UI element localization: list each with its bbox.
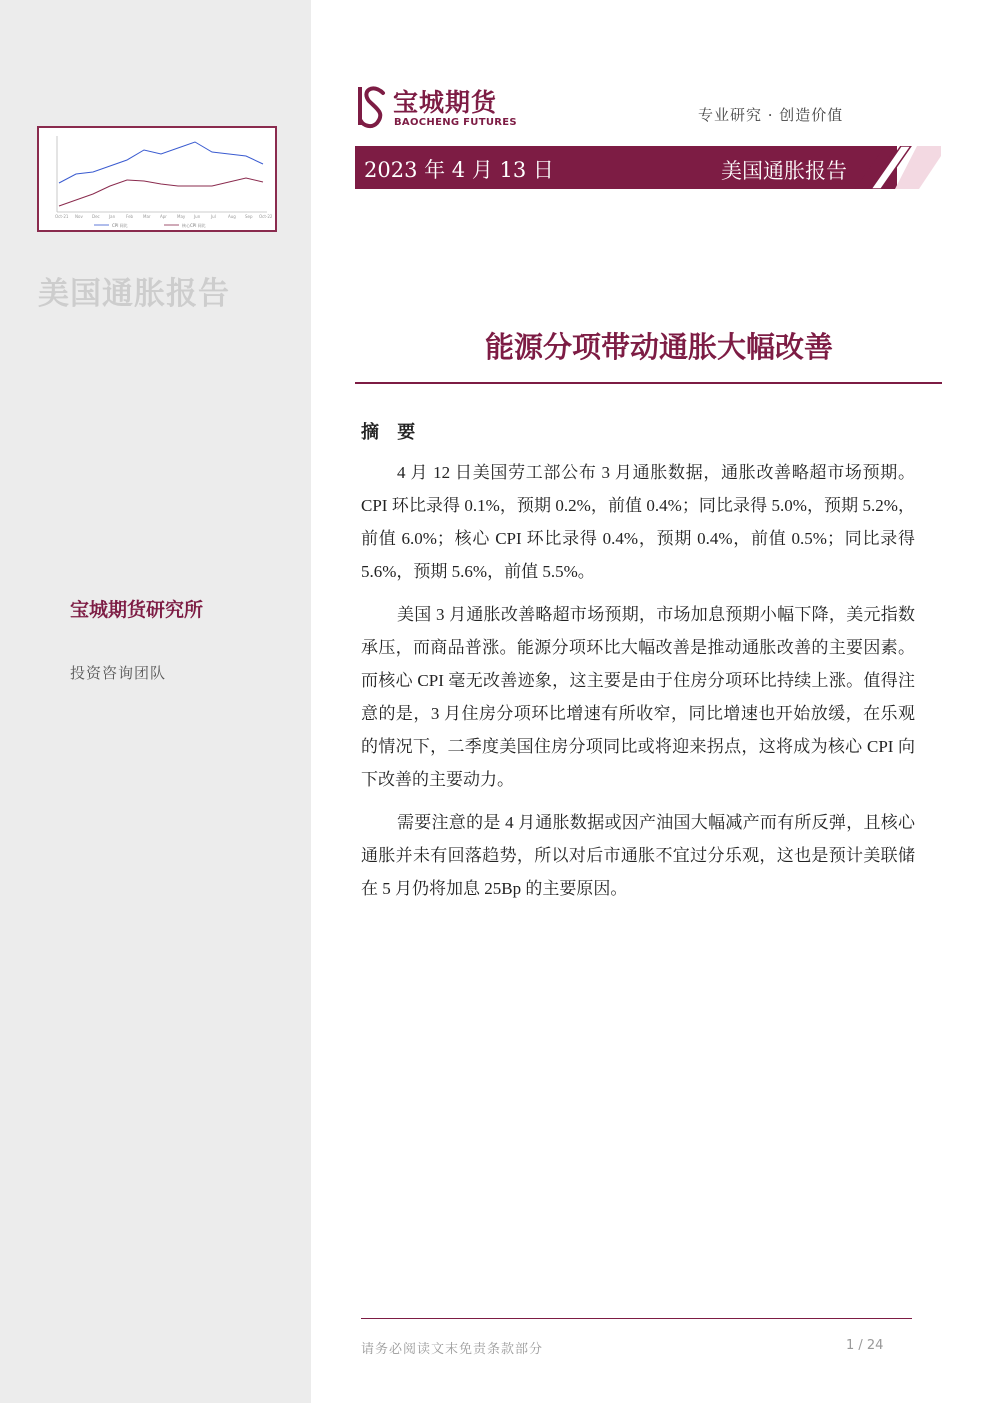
svg-text:Apr: Apr xyxy=(160,214,167,219)
svg-text:Oct-21: Oct-21 xyxy=(55,214,69,219)
svg-text:May: May xyxy=(177,214,186,219)
svg-text:Jun: Jun xyxy=(194,214,201,219)
thumbnail-legend-2: 核心CPI 同比 xyxy=(182,223,206,228)
abstract-paragraph-1: 4 月 12 日美国劳工部公布 3 月通胀数据，通胀改善略超市场预期。CPI 环比录得 0.1%，预期 0.2%，前值 0.4%；同比录得 5.0%，预期 5.2%，前值 6.0%；核心 CPI 环比录得 0.4%，预期 0.4%，前值 0.5%；同比录得 5.6%，预期 5.6%，前值 5.5%。 xyxy=(361,463,915,581)
svg-text:Feb: Feb xyxy=(126,214,134,219)
svg-text:Oct-22: Oct-22 xyxy=(259,214,273,219)
sidebar xyxy=(0,0,311,1403)
report-title: 能源分项带动通胀大幅改善 xyxy=(484,330,833,364)
logo-mark-icon xyxy=(355,83,391,129)
svg-text:Aug: Aug xyxy=(228,214,236,219)
svg-text:Dec: Dec xyxy=(92,214,100,219)
svg-text:Jan: Jan xyxy=(109,214,116,219)
page-number: 1 / 24 xyxy=(846,1338,884,1353)
sidebar-team: 投资咨询团队 xyxy=(70,664,167,682)
thumbnail-series-cpi xyxy=(59,142,263,183)
svg-text:Jul: Jul xyxy=(211,214,216,219)
thumbnail-series-core-cpi xyxy=(59,178,263,206)
logo-chinese-name: 宝城期货 xyxy=(393,88,498,117)
sidebar-report-type: 美国通胀报告 xyxy=(38,276,230,312)
footer-disclaimer: 请务必阅读文末免责条款部分 xyxy=(361,1342,544,1357)
thumbnail-chart-svg xyxy=(39,128,275,230)
cover-chart-thumbnail xyxy=(37,126,277,232)
svg-text:Sep: Sep xyxy=(245,214,253,219)
report-date: 2023 年 4 月 13 日 xyxy=(364,158,554,182)
banner-report-type: 美国通胀报告 xyxy=(721,159,847,183)
slogan: 专业研究 · 创造价值 xyxy=(698,106,844,124)
thumbnail-legend-1: CPI 同比 xyxy=(112,223,128,228)
svg-text:Mar: Mar xyxy=(143,214,151,219)
logo-english-name: BAOCHENG FUTURES xyxy=(394,117,517,128)
svg-text:Nov: Nov xyxy=(75,214,83,219)
sidebar-institute: 宝城期货研究所 xyxy=(70,599,204,621)
company-logo xyxy=(355,83,525,133)
abstract-paragraph-2: 美国 3 月通胀改善略超市场预期，市场加息预期小幅下降，美元指数承压，而商品普涨。能源分项环比大幅改善是推动通胀改善的主要因素。而核心 CPI 毫无改善迹象，这主要是由于住房分项环比持续上涨。值得注意的是，3 月住房分项环比增速有所收窄，同比增速也开始放缓，在乐观的情况下，二季度美国住房分项同比或将迎来拐点，这将成为核心 CPI 向下改善的主要动力。 xyxy=(361,605,915,789)
footer-divider xyxy=(361,1318,912,1319)
abstract-paragraph-3: 需要注意的是 4 月通胀数据或因产油国大幅减产而有所反弹，且核心通胀并未有回落趋势，所以对后市通胀不宜过分乐观，这也是预计美联储在 5 月仍将加息 25Bp 的主要原因。 xyxy=(361,813,915,898)
banner-stripes-decoration xyxy=(855,146,941,189)
header-banner xyxy=(355,146,897,189)
title-divider xyxy=(355,382,942,384)
abstract-heading: 摘 要 xyxy=(361,422,422,443)
